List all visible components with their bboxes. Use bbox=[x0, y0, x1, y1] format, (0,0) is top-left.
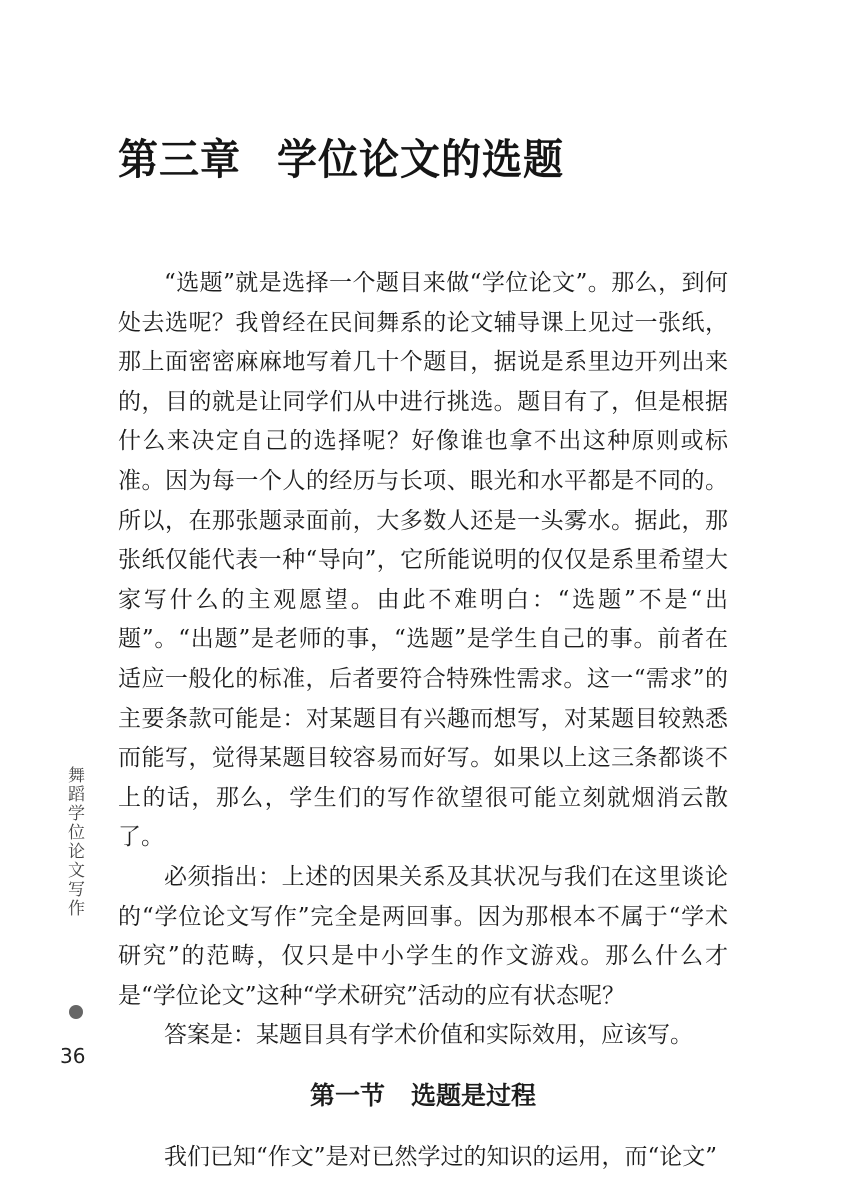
paragraph: 必须指出：上述的因果关系及其状况与我们在这里谈论的“学位论文写作”完全是两回事。因为那根本不属于“学术研究”的范畴，仅只是中小学生的作文游戏。那么什么才是“学位论文”这种“学术研究”活动的应有状态呢？ bbox=[118, 863, 728, 1009]
paragraph: 我们已知“作文”是对已然学过的知识的运用，而“论文” bbox=[164, 1143, 718, 1170]
page-number: 36 bbox=[60, 1044, 86, 1068]
section-name: 选题是过程 bbox=[411, 1080, 537, 1110]
body-text bbox=[118, 264, 728, 1177]
chapter-title bbox=[118, 127, 564, 187]
chapter-name: 学位论文的选题 bbox=[277, 136, 564, 185]
bullet-dot-icon bbox=[69, 1005, 83, 1019]
book-title-side-label: 舞蹈学位论文写作 bbox=[64, 766, 84, 918]
paragraph: 答案是：某题目具有学术价值和实际效用，应该写。 bbox=[164, 1022, 693, 1049]
section-number: 第一节 bbox=[309, 1080, 385, 1110]
section-title bbox=[118, 1078, 728, 1114]
paragraph: “选题”就是选择一个题目来做“学位论文”。那么，到何处去选呢？我曾经在民间舞系的论文辅导课上见过一张纸，那上面密密麻麻地写着几十个题目，据说是系里边开列出来的，目的就是让同学们从中进行挑选。题目有了，但是根据什么来决定自己的选择呢？好像谁也拿不出这种原则或标准。因为每一个人的经历与长项、眼光和水平都是不同的。所以，在那张题录面前，大多数人还是一头雾水。据此，那张纸仅能代表一种“导向”，它所能说明的仅仅是系里希望大家写什么的主观愿望。由此不难明白：“选题”不是“出题”。“出题”是老师的事，“选题”是学生自己的事。前者在适应一般化的标准，后者要符合特殊性需求。这一“需求”的主要条款可能是：对某题目有兴趣而想写，对某题目较熟悉而能写，觉得某题目较容易而好写。如果以上这三条都谈不上的话，那么，学生们的写作欲望很可能立刻就烟消云散了。 bbox=[118, 270, 728, 851]
chapter-number: 第三章 bbox=[118, 136, 241, 185]
